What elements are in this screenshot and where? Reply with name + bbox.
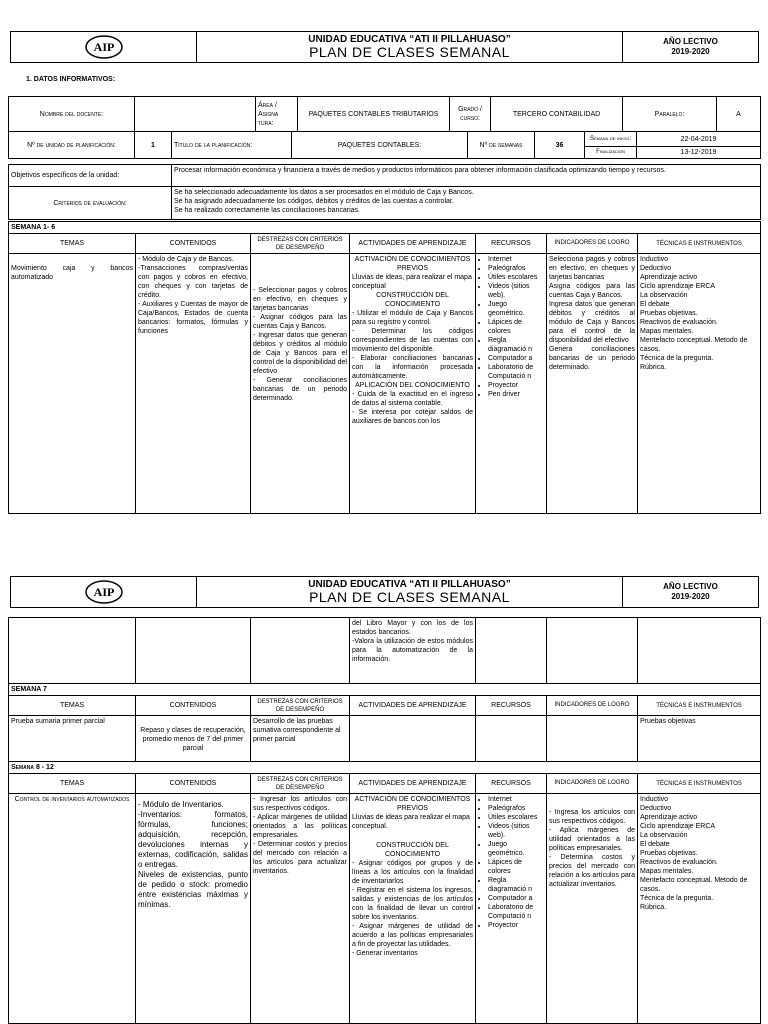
week1-recursos [476,254,547,514]
col-actividades: ACTIVIDADES DE APRENDIZAJE [350,234,476,254]
week1-actividades [350,254,476,514]
week1-act-h3: APLICACIÓN DEL CONOCIMIENTO [355,382,470,389]
year-value: 2019-2020 [671,47,710,56]
week8-act-h2: CONSTRUCCIÓN DEL CONOCIMIENTO [376,842,449,858]
week7-contenidos: Repaso y clases de recuperación, promedio menos de 7 del primer parcial [136,716,251,762]
col-temas: TEMAS [9,696,136,716]
week1-act-t3: - Cuida de la exactitud en el ingreso de datos al sistema contable. - Se interesa por cotejar saldos de auxiliares de bancos con los [352,391,473,425]
area-value: PAQUETES CONTABLES TRIBUTARIOS [298,97,450,132]
docente-value [135,97,256,132]
week8-act-t2: - Asignar códigos por grupos y de líneas a los artículos con la finalidad de inventariarlos - Registrar en el sistema los ingresos, salidas y existencias de los artículos con la finalidad de llevar un control sobre los inventarios. - Asignar márgenes de utilidad de acuerdo a las políticas empresariales a fin de proyectar las utilidades. - Generar inventarios [352,860,473,957]
list-item: • Paleógrafos [488,264,544,273]
col-temas: TEMAS [9,234,136,254]
col-indicadores: INDICADORES DE LOGRO [547,234,638,254]
school-logo-icon [84,580,124,604]
week1-act-t2: - Utilizar el módulo de Caja y Bancos para su registro y control. - Determinar los códigos correspondientes de las cuentas con movimiento del disponible. - Elaborar conciliaciones bancarias con la información procesada automáticamente. [352,310,473,380]
list-item: • Juego geométrico. [488,840,544,858]
page1-header [10,31,759,63]
list-item: • Computador a [488,894,544,903]
list-item: • Pen driver [488,390,544,399]
week7-tema: Prueba sumaria primer parcial [9,716,136,762]
col-recursos: RECURSOS [476,696,547,716]
week1-recursos-list [478,255,544,399]
list-item: • Laboratorio de Computació n [488,903,544,921]
list-item: • Proyector [488,921,544,930]
plan-title: PLAN DE CLASES SEMANAL [309,589,510,605]
list-item: • Juego geométrico. [488,300,544,318]
inicio-value: 22-04-2019 [637,132,761,147]
list-item: • Regla diagramació n [488,876,544,894]
list-item: • Regla diagramació n [488,336,544,354]
titulo-value: PAQUETES CONTABLES: [292,132,468,159]
week1-act-h2: CONSTRUCCIÓN DEL CONOCIMIENTO [376,292,449,308]
area-label: Área / Asigna tura: [256,97,298,132]
paralelo-value: A [717,97,761,132]
info-table [8,96,761,132]
semanas-label: Nº de semanas [468,132,535,159]
col-contenidos: CONTENIDOS [136,774,251,794]
week7-label: SEMANA 7 [9,684,761,696]
week8-tecnicas: Inductivo Deductivo Aprendizaje activo Ciclo aprendizaje ERCA La observación El debate Pruebas objetivas. Reactivos de evaluación. Mapas mentales. Mentefacto conceptual. Metodo de casos. Técnica de la pregunta. Rúbrica. [638,794,761,1024]
list-item: • Internet [488,255,544,264]
semanas-value: 36 [535,132,585,159]
plan-title: PLAN DE CLASES SEMANAL [309,44,510,60]
section-title: 1. DATOS INFORMATIVOS: [26,76,116,83]
objetivos-label: Objetivos específicos de la unidad: [9,165,172,187]
week1-table [8,221,761,514]
col-contenidos: CONTENIDOS [136,234,251,254]
school-logo-icon [84,35,124,59]
list-item: • Videos (sitios web). [488,822,544,840]
unidad-value: 1 [135,132,172,159]
col-recursos: RECURSOS [476,234,547,254]
week1-tecnicas: Inductivo Deductivo Aprendizaje activo Ciclo aprendizaje ERCA La observación El debate Pruebas objetivas. Reactivos de evaluación. Mapas mentales. Mentefacto conceptual. Metodo de casos. Técnica de la pregunta. Rúbrica. [638,254,761,514]
page2-header [10,576,759,608]
school-logo-cell [11,32,197,63]
list-item: • Videos (sitios web). [488,282,544,300]
week7-destrezas: Desarrollo de las pruebas sumativa correspondiente al primer parcial [251,716,350,762]
fin-value: 13-12-2019 [637,147,761,159]
criterios-value: Se ha seleccionado adecuadamente los datos a ser procesados en el módulo de Caja y Bancos. Se ha asignado adecuadamente los códigos, débitos y créditos de las cuentas a controlar. Se ha realizado correctamente las conciliaciones bancarias. [172,187,761,220]
week7-tecnicas: Pruebas objetivas [638,716,761,762]
objetivos-value: Procesar información económica y financiera a través de medios y productos informáticos para obtener información clasificada optimizando tiempo y recursos. [172,165,761,187]
inicio-label: Semana de inicio: [585,132,637,147]
col-indicadores: INDICADORES DE LOGRO [547,696,638,716]
list-item: • Laboratorio de Computació n [488,363,544,381]
col-tecnicas: TÉCNICAS E INSTRUMENTOS [638,234,761,254]
unit-table [8,131,761,159]
week8-label: Semana 8 - 12 [9,762,761,774]
criterios-label: Criterios de evaluación: [9,187,172,220]
col-recursos: RECURSOS [476,774,547,794]
list-item: • Paleógrafos [488,804,544,813]
col-tecnicas: TÉCNICAS E INSTRUMENTOS [638,696,761,716]
list-item: • Útiles escolares [488,273,544,282]
col-contenidos: CONTENIDOS [136,696,251,716]
week1-destrezas: - Seleccionar pagos y cobros en efectivo, en cheques y tarjetas bancarias - Asignar códigos para las cuentas Caja y Bancos. - Ingresar datos que generan débitos y créditos al módulo de Caja y Bancos para el control de la disponibilidad del efectivo - Generar conciliaciones bancarias de un periodo determinado. [251,254,350,514]
list-item: • Lápices de colores [488,318,544,336]
unidad-label: Nº de unidad de planificación: [9,132,135,159]
week8-act-t1: Lluvias de ideas para realizar el mapa conceptual. [352,814,470,830]
col-tecnicas: TÉCNICAS E INSTRUMENTOS [638,774,761,794]
grado-label: Grado / curso: [450,97,491,132]
titulo-label: Título de la planificación: [172,132,292,159]
col-actividades: ACTIVIDADES DE APRENDIZAJE [350,696,476,716]
school-logo-cell [11,577,197,608]
school-name: UNIDAD EDUCATIVA “ATI II PILLAHUASO” [308,579,511,590]
week1-indicadores: Selecciona pagos y cobros en efectivo, en cheques y tarjetas bancarias Asigna códigos para las cuentas Caja y Bancos. Ingresa datos que generan débitos y créditos al módulo de Caja y Bancos para el control de la disponibilidad del efectivo Genera conciliaciones bancarias de un periodo determinado. [547,254,638,514]
week8-act-h1: ACTIVACIÓN DE CONOCIMIENTOS PREVIOS [354,796,471,812]
list-item: • Lápices de colores [488,858,544,876]
week1-contenidos: - Módulo de Caja y de Bancos. -Transacciones compras/ventas con pagos y cobros en efectivo, con cheques y con tarjetas de crédito. - Auxiliares y Cuentas de mayor de Caja/Bancos, Estados de cuenta bancarios: formatos, fórmulas y funciones [136,254,251,514]
week1-label: SEMANA 1- 6 [9,222,761,234]
week8-contenidos: - Módulo de Inventarios. -Inventarios: formatos, fórmulas, funciones; adquisición, recepción, devoluciones internas y externas, codificación, salidas o entregas. Niveles de existencias, punto de pedido o stock: promedio entre existencias máximas y mínimas. [136,794,251,1024]
week8-tema: Control de inventarios automatizados [9,794,136,1024]
docente-label: Nombre del docente: [9,97,135,132]
year-label: AÑO LECTIVO [663,582,718,591]
col-indicadores: INDICADORES DE LOGRO [547,774,638,794]
grado-value: TERCERO CONTABILIDAD [491,97,623,132]
col-destrezas: DESTREZAS CON CRITERIOS DE DESEMPEÑO [251,696,350,716]
fin-label: Finalización [585,147,637,159]
list-item: • Proyector [488,381,544,390]
year-value: 2019-2020 [671,592,710,601]
week8-actividades [350,794,476,1024]
year-label: AÑO LECTIVO [663,37,718,46]
svg-text:AIP: AIP [93,585,114,599]
week1-act-t1: Lluvias de ideas, para realizar el mapa conceptual [352,274,472,290]
col-actividades: ACTIVIDADES DE APRENDIZAJE [350,774,476,794]
list-item: • Internet [488,795,544,804]
week8-destrezas: - Ingresar los artículos con sus respectivos códigos. - Aplicar márgenes de utilidad orientados a las políticas empresariales. - Determinar costos y precios del mercado con relación a los artículos para actualizar inventarios. [251,794,350,1024]
continuation-actividades: del Libro Mayor y con los de los estados bancarios. -Valora la utilización de estos módulos para la automatización de la información. [350,618,476,684]
page2-table [8,617,761,1024]
svg-text:AIP: AIP [93,40,114,54]
col-destrezas: DESTREZAS CON CRITERIOS DE DESEMPEÑO [251,234,350,254]
week8-recursos-list [478,795,544,930]
school-name: UNIDAD EDUCATIVA “ATI II PILLAHUASO” [308,34,511,45]
paralelo-label: Paralelo: [623,97,717,132]
col-temas: TEMAS [9,774,136,794]
week1-tema: Movimiento caja y bancos automatizado [9,254,136,514]
col-destrezas: DESTREZAS CON CRITERIOS DE DESEMPEÑO [251,774,350,794]
week8-recursos [476,794,547,1024]
list-item: • Útiles escolares [488,813,544,822]
list-item: • Computador a [488,354,544,363]
week8-indicadores: - Ingresa los artículos con sus respectivos códigos. - Aplica márgenes de utilidad orientados a las políticas empresariales. - Determina costos y precios del mercado con relación a los artículos para actualizar inventarios. [547,794,638,1024]
objectives-table [8,164,761,220]
week1-act-h1: ACTIVACIÓN DE CONOCIMIENTOS PREVIOS [354,256,471,272]
